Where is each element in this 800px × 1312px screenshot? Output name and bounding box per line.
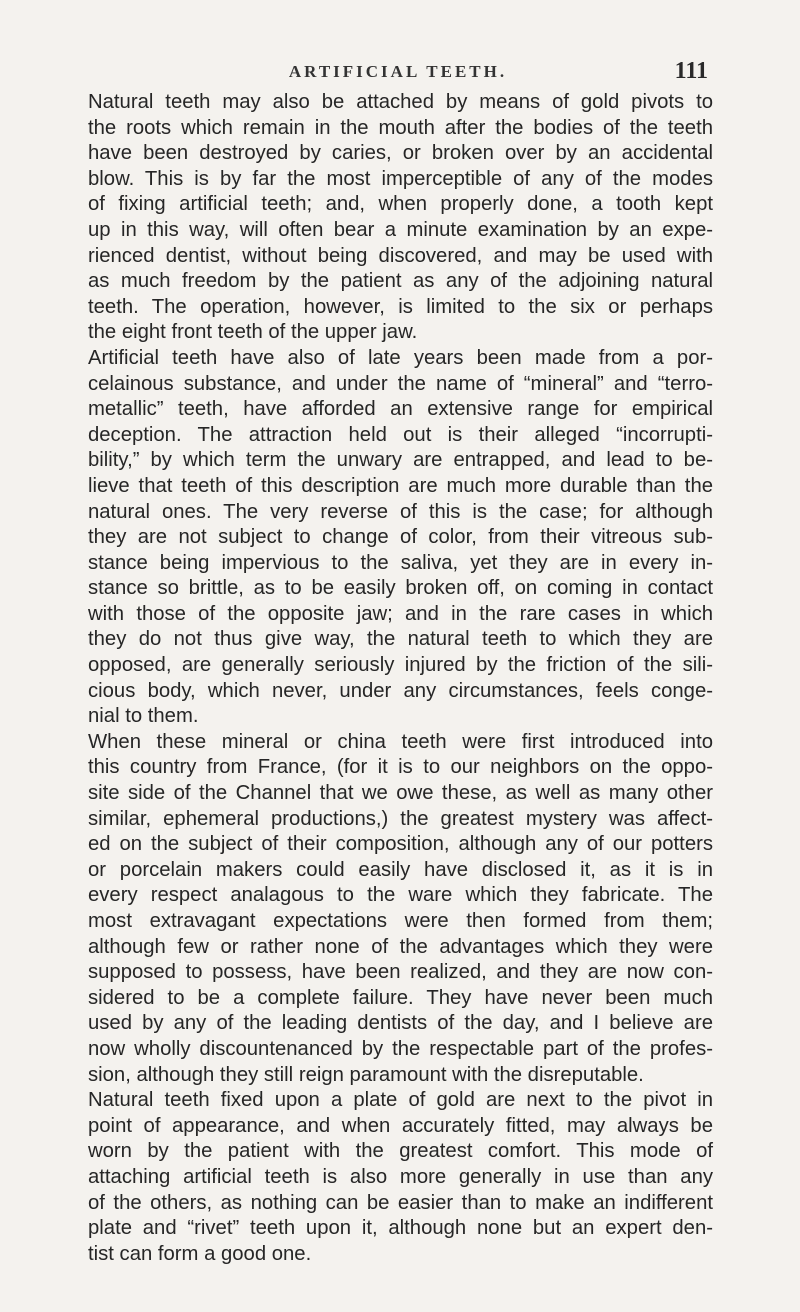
text-line: lieve that teeth of this description are much more durable than the <box>88 474 713 497</box>
text-line: rienced dentist, without being discovered, and may be used with <box>88 244 713 267</box>
text-line: Artificial teeth have also of late years been made from a por- <box>88 346 713 369</box>
text-line: up in this way, will often bear a minute examination by an expe- <box>88 218 713 241</box>
text-line: attaching artificial teeth is also more generally in use than any <box>88 1165 713 1188</box>
text-line: bility,” by which term the unwary are entrapped, and lead to be- <box>88 449 713 472</box>
text-line: similar, ephemeral productions,) the greatest mystery was affect- <box>88 807 713 830</box>
text-line: they do not thus give way, the natural teeth to which they are <box>88 628 713 651</box>
text-line: this country from France, (for it is to our neighbors on the oppo- <box>88 756 713 779</box>
text-line: every respect analagous to the ware which they fabricate. The <box>88 884 713 907</box>
text-line: Natural teeth may also be attached by means of gold pivots to <box>88 91 713 113</box>
page-number: 111 <box>674 58 708 84</box>
text-line: most extravagant expectations were then formed from them; <box>88 910 713 932</box>
text-line: the eight front teeth of the upper jaw. <box>88 321 418 344</box>
text-line: blow. This is by far the most imperceptible of any of the modes <box>88 167 713 190</box>
running-head <box>88 58 708 88</box>
text-line: of the others, as nothing can be easier than to make an indifferent <box>88 1191 713 1214</box>
paragraph <box>88 730 713 1088</box>
paragraph <box>88 1088 713 1267</box>
text-line: point of appearance, and when accurately fitted, may always be <box>88 1114 713 1137</box>
text-line: stance so brittle, as to be easily broken off, on coming in contact <box>88 577 713 600</box>
body-text <box>88 90 713 1267</box>
text-line: have been destroyed by caries, or broken over by an accidental <box>88 142 713 165</box>
text-line: deception. The attraction held out is their alleged “incorrupti- <box>88 423 713 446</box>
text-line: used by any of the leading dentists of the day, and I believe are <box>88 1012 713 1035</box>
text-line: plate and “rivet” teeth upon it, although none but an expert den- <box>88 1217 713 1240</box>
text-line: natural ones. The very reverse of this is the case; for although <box>88 500 713 523</box>
text-line: although few or rather none of the advantages which they were <box>88 935 713 958</box>
text-line: ed on the subject of their composition, although any of our potters <box>88 833 713 856</box>
text-line: When these mineral or china teeth were first introduced into <box>88 730 713 753</box>
paragraph <box>88 346 713 730</box>
text-line: stance being impervious to the saliva, yet they are in every in- <box>88 551 713 574</box>
text-line: site side of the Channel that we owe these, as well as many other <box>88 782 713 805</box>
text-line: teeth. The operation, however, is limited to the six or perhaps <box>88 295 713 318</box>
text-line: worn by the patient with the greatest comfort. This mode of <box>88 1140 713 1163</box>
text-line: of fixing artificial teeth; and, when properly done, a tooth kept <box>88 193 713 216</box>
text-line: as much freedom by the patient as any of the adjoining natural <box>88 270 713 293</box>
text-line: sion, although they still reign paramount with the disreputable. <box>88 1063 644 1086</box>
text-line: nial to them. <box>88 705 199 728</box>
text-line: supposed to possess, have been realized, and they are now con- <box>88 961 713 984</box>
text-line: opposed, are generally seriously injured by the friction of the sili- <box>88 654 713 677</box>
text-line: metallic” teeth, have afforded an extensive range for empirical <box>88 398 713 421</box>
text-line: with those of the opposite jaw; and in the rare cases in which <box>88 602 713 625</box>
text-line: or porcelain makers could easily have disclosed it, as it is in <box>88 858 713 881</box>
running-title: ARTIFICIAL TEETH. <box>288 62 508 81</box>
text-line: celainous substance, and under the name of “mineral” and “terro- <box>88 372 713 395</box>
text-line: cious body, which never, under any circumstances, feels conge- <box>88 679 713 702</box>
text-line: tist can form a good one. <box>88 1242 312 1265</box>
text-line: the roots which remain in the mouth after the bodies of the teeth <box>88 116 713 139</box>
text-line: sidered to be a complete failure. They have never been much <box>88 986 713 1009</box>
text-line: they are not subject to change of color, from their vitreous sub- <box>88 526 713 549</box>
text-line: now wholly discountenanced by the respectable part of the profes- <box>88 1037 713 1060</box>
text-line: Natural teeth fixed upon a plate of gold are next to the pivot in <box>88 1089 713 1112</box>
paragraph <box>88 90 713 346</box>
